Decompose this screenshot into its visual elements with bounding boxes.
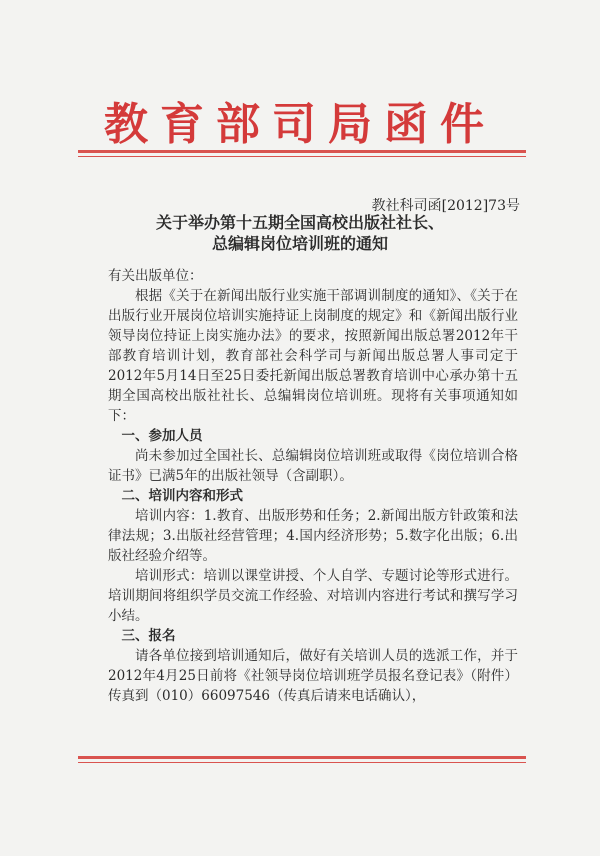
- document-title: [0, 212, 600, 254]
- letterhead-title: 教育部司局函件: [104, 99, 496, 150]
- document-number: 教社科司函[2012]73号: [371, 198, 520, 214]
- participants-paragraph: 尚未参加过全国社长、总编辑岗位培训班或取得《岗位培训合格证书》已满5年的出版社领导（含副职）。: [108, 448, 518, 484]
- document-title-line1: 关于举办第十五期全国高校出版社社长、: [155, 213, 444, 232]
- section-heading-registration: 三、报名: [121, 628, 176, 644]
- document-title-line2: 总编辑岗位培训班的通知: [211, 234, 388, 253]
- section-heading-participants: 一、参加人员: [121, 428, 203, 444]
- letterhead-rule-thin: [78, 156, 526, 157]
- letterhead-rule-thick: [78, 150, 526, 153]
- training-format-paragraph: 培训形式：培训以课堂讲授、个人自学、专题讨论等形式进行。培训期间将组织学员交流工作经验、对培训内容进行考试和撰写学习小结。: [108, 568, 518, 624]
- section-heading-content-format: 二、培训内容和形式: [121, 488, 243, 504]
- footer-rule-thin: [78, 762, 526, 763]
- footer-rule-thick: [78, 756, 526, 759]
- salutation: 有关出版单位：: [108, 268, 203, 284]
- registration-paragraph: 请各单位接到培训通知后，做好有关培训人员的选派工作，并于2012年4月25日前将《社领导岗位培训班学员报名登记表》（附件）传真到（010）66097546（传真后请来电话确认），: [108, 648, 518, 704]
- intro-paragraph: 根据《关于在新闻出版行业实施干部调训制度的通知》、《关于在出版行业开展岗位培训实施持证上岗制度的规定》和《新闻出版行业领导岗位持证上岗实施办法》的要求，按照新闻出版总署2012年干部教育培训计划，教育部社会科学司与新闻出版总署人事司定于2012年5月14日至25日委托新闻出版总署教育培训中心承办第十五期全国高校出版社社长、总编辑岗位培训班。现将有关事项通知如下：: [108, 288, 518, 424]
- document-body: [108, 266, 518, 706]
- training-content-paragraph: 培训内容：1.教育、出版形势和任务；2.新闻出版方针政策和法律法规；3.出版社经营管理；4.国内经济形势；5.数字化出版；6.出版社经验介绍等。: [108, 508, 518, 564]
